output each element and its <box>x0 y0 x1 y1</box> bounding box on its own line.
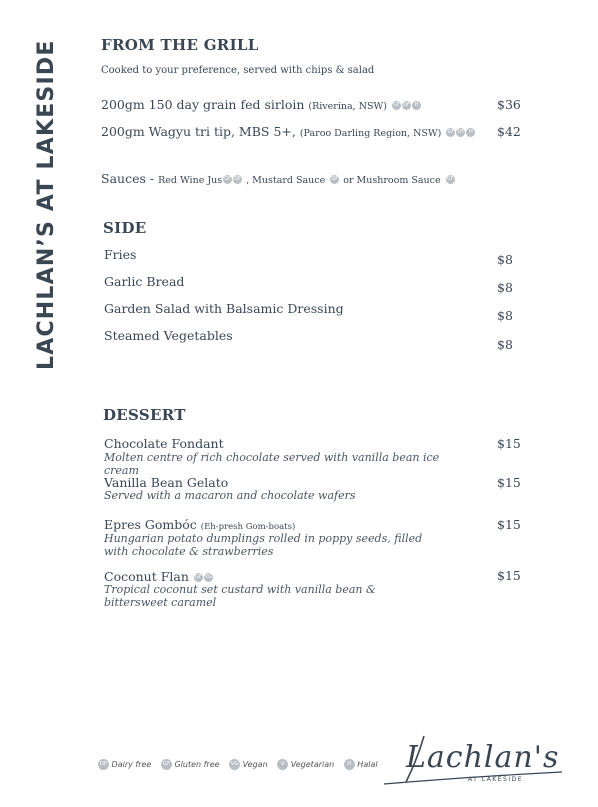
sauces-line <box>101 171 455 186</box>
item-origin: (Paroo Darling Region, NSW) <box>299 128 442 139</box>
gluten-free-icon: GF <box>224 176 232 182</box>
sauces-label: Sauces - <box>101 171 155 186</box>
grill-item-price: $42 <box>497 124 521 139</box>
dessert-item-desc: Tropical coconut set custard with vanilla bean & bittersweet caramel <box>104 583 376 609</box>
legend-label: Vegan <box>242 760 268 769</box>
legend-item <box>276 759 334 770</box>
dessert-item-price: $15 <box>497 568 521 583</box>
legend-label: Halal <box>357 760 378 769</box>
sauce-mushroom: or Mushroom Sauce <box>343 175 441 186</box>
item-name: Epres Gombóc <box>104 517 197 532</box>
side-item-name: Fries <box>104 247 137 262</box>
vertical-brand-title: LACHLAN’S AT LAKESIDE <box>34 39 59 370</box>
vegetarian-icon: V <box>277 759 288 770</box>
side-heading: SIDE <box>103 219 147 237</box>
item-name: Coconut Flan <box>104 569 189 584</box>
dessert-item-name <box>104 569 213 584</box>
side-item-price: $8 <box>497 280 513 295</box>
gluten-free-icon: GF <box>447 129 455 135</box>
legend-label: Vegetarian <box>290 760 335 769</box>
side-item-name: Garlic Bread <box>104 274 185 289</box>
dietary-legend <box>97 759 384 770</box>
dessert-heading: DESSERT <box>103 406 186 424</box>
grill-item-price: $36 <box>497 97 521 112</box>
side-item-price: $8 <box>497 337 513 352</box>
side-item-price: $8 <box>497 308 513 323</box>
dairy-free-icon: DF <box>234 176 241 182</box>
item-name: 200gm Wagyu tri tip, MBS 5+, <box>101 124 296 139</box>
legend-label: Dairy free <box>111 760 152 769</box>
dairy-free-icon: DF <box>457 129 465 135</box>
dessert-item-name: Chocolate Fondant <box>104 436 224 451</box>
legend-item <box>228 759 268 770</box>
dairy-free-icon: DF <box>98 759 109 770</box>
halal-icon: H <box>412 101 421 110</box>
legend-item <box>97 759 151 770</box>
item-origin: (Riverina, NSW) <box>308 101 387 112</box>
halal-icon: H <box>466 128 475 137</box>
side-item-name: Steamed Vegetables <box>104 328 233 343</box>
logo-script: Lachlan's <box>406 740 560 775</box>
gluten-free-icon: GF <box>161 759 172 770</box>
dessert-item-name <box>104 517 295 532</box>
brand-logo <box>380 732 570 792</box>
side-item-name: Garden Salad with Balsamic Dressing <box>104 301 344 316</box>
grill-heading: FROM THE GRILL <box>101 36 259 54</box>
item-name: 200gm 150 day grain fed sirloin <box>101 97 305 112</box>
gluten-free-icon: GF <box>194 574 202 580</box>
gluten-free-icon: GF <box>446 176 454 182</box>
grill-subtitle: Cooked to your preference, served with chips & salad <box>101 65 375 76</box>
grill-item <box>101 124 475 139</box>
dessert-item-desc: Hungarian potato dumplings rolled in poppy seeds, filled with chocolate & strawberries <box>104 532 423 558</box>
dairy-free-icon: DF <box>403 102 410 108</box>
dessert-item-price: $15 <box>497 517 521 532</box>
legend-item <box>160 759 220 770</box>
dessert-item-name: Vanilla Bean Gelato <box>104 475 229 490</box>
legend-item <box>343 759 378 770</box>
gluten-free-icon: GF <box>393 102 400 108</box>
logo-tagline: AT LAKESIDE <box>468 776 524 783</box>
gluten-free-icon: GF <box>331 176 339 182</box>
side-item-price: $8 <box>497 252 513 267</box>
sauce-red-wine-jus: Red Wine Jus <box>158 175 223 186</box>
grill-item <box>101 97 421 112</box>
legend-label: Gluten free <box>174 760 220 769</box>
vegan-icon: VG <box>204 574 213 580</box>
item-pronunciation: (Eh-presh Gom-boats) <box>200 522 296 532</box>
vegan-icon: VG <box>229 759 240 770</box>
dessert-item-price: $15 <box>497 475 521 490</box>
halal-icon: H <box>344 759 355 770</box>
dessert-item-desc: Molten centre of rich chocolate served with vanilla bean ice cream <box>104 451 440 477</box>
dessert-item-desc: Served with a macaron and chocolate wafers <box>104 489 356 502</box>
sauce-mustard: , Mustard Sauce <box>246 175 326 186</box>
dessert-item-price: $15 <box>497 436 521 451</box>
